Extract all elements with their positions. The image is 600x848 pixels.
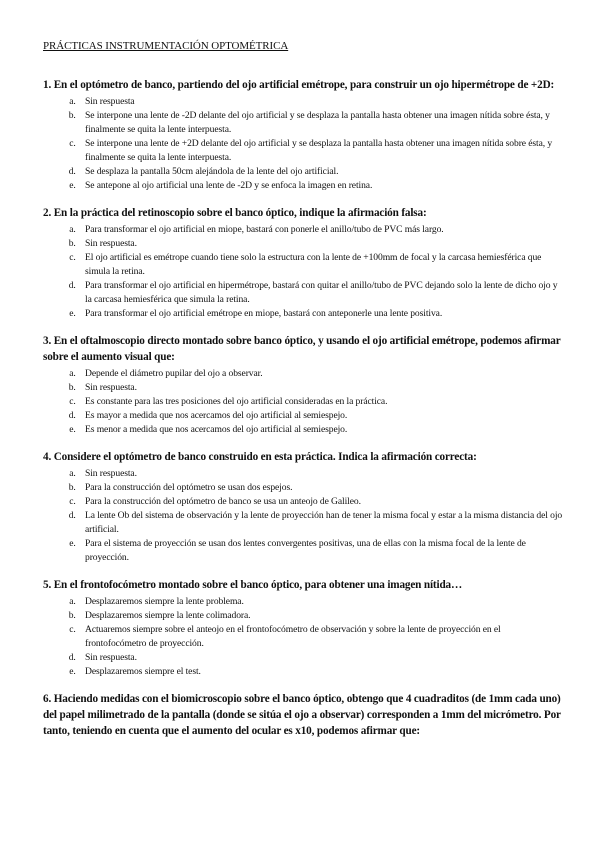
question-5 <box>43 577 564 679</box>
option-a: a. Para transformar el ojo artificial en miope, bastará con ponerle el anillo/tubo de PVC más largo. <box>78 223 564 237</box>
option-e: e. Para el sistema de proyección se usan dos lentes convergentes positivas, una de ellas con la misma focal de la lente de proyección. <box>78 537 564 565</box>
option-b: b. Desplazaremos siempre la lente colimadora. <box>78 609 564 623</box>
question-3 <box>43 333 564 437</box>
options-list <box>43 367 564 437</box>
question-stem: 4. Considere el optómetro de banco construido en esta práctica. Indica la afirmación correcta: <box>43 451 477 463</box>
question-stem: 1. En el optómetro de banco, partiendo del ojo artificial emétrope, para construir un ojo hipermétrope de +2D: <box>43 79 555 91</box>
option-e: e. Se antepone al ojo artificial una lente de -2D y se enfoca la imagen en retina. <box>78 179 564 193</box>
option-b: b. Sin respuesta. <box>78 237 564 251</box>
option-a: a. Sin respuesta <box>78 95 564 109</box>
question-6 <box>43 691 564 739</box>
options-list <box>43 595 564 679</box>
option-e: e. Es menor a medida que nos acercamos del ojo artificial al semiespejo. <box>78 423 564 437</box>
option-c: c. Actuaremos siempre sobre el anteojo en el frontofocómetro de observación y sobre la lente de proyección en el frontofocómetro de proyección. <box>78 623 564 651</box>
question-stem: 2. En la práctica del retinoscopio sobre el banco óptico, indique la afirmación falsa: <box>43 207 427 219</box>
option-e: e. Desplazaremos siempre el test. <box>78 665 564 679</box>
question-stem: 6. Haciendo medidas con el biomicroscopio sobre el banco óptico, obtengo que 4 cuadraditos (de 1mm cada uno) del papel milimetrado de la pantalla (donde se sitúa el ojo a observar) corresponden a 1mm del micrómetro. Por tanto, teniendo en cuenta que el aumento del ocular es x10, podemos afirmar que: <box>43 693 561 737</box>
question-2 <box>43 205 564 321</box>
option-c: c. Se interpone una lente de +2D delante del ojo artificial y se desplaza la pantalla hasta obtener una imagen nítida sobre ésta, y finalmente se quita la lente interpuesta. <box>78 137 564 165</box>
option-b: b. Sin respuesta. <box>78 381 564 395</box>
options-list <box>43 95 564 193</box>
option-a: a. Sin respuesta. <box>78 467 564 481</box>
option-c: c. El ojo artificial es emétrope cuando tiene solo la estructura con la lente de +100mm de focal y la carcasa hemiesférica que simula la retina. <box>78 251 564 279</box>
options-list <box>43 467 564 565</box>
option-d: d. Es mayor a medida que nos acercamos del ojo artificial al semiespejo. <box>78 409 564 423</box>
question-stem: 5. En el frontofocómetro montado sobre el banco óptico, para obtener una imagen nítida… <box>43 579 463 591</box>
option-d: d. Para transformar el ojo artificial en hipermétrope, bastará con quitar el anillo/tubo de PVC dejando solo la lente de dicho ojo y la carcasa hemiesférica que simula la retina. <box>78 279 564 307</box>
option-b: b. Para la construcción del optómetro se usan dos espejos. <box>78 481 564 495</box>
options-list <box>43 223 564 321</box>
question-4 <box>43 449 564 565</box>
option-a: a. Desplazaremos siempre la lente problema. <box>78 595 564 609</box>
document-title: PRÁCTICAS INSTRUMENTACIÓN OPTOMÉTRICA <box>43 40 289 52</box>
option-d: d. La lente Ob del sistema de observación y la lente de proyección han de tener la misma focal y estar a la misma distancia del ojo artificial. <box>78 509 564 537</box>
question-stem: 3. En el oftalmoscopio directo montado sobre banco óptico, y usando el ojo artificial emétrope, podemos afirmar sobre el aumento visual que: <box>43 335 561 363</box>
question-1 <box>43 77 564 193</box>
option-e: e. Para transformar el ojo artificial emétrope en miope, bastará con anteponerle una lente positiva. <box>78 307 564 321</box>
option-c: c. Para la construcción del optómetro de banco se usa un anteojo de Galileo. <box>78 495 564 509</box>
option-c: c. Es constante para las tres posiciones del ojo artificial consideradas en la práctica. <box>78 395 564 409</box>
option-a: a. Depende el diámetro pupilar del ojo a observar. <box>78 367 564 381</box>
option-d: d. Sin respuesta. <box>78 651 564 665</box>
option-b: b. Se interpone una lente de -2D delante del ojo artificial y se desplaza la pantalla hasta obtener una imagen nítida sobre ésta, y finalmente se quita la lente interpuesta. <box>78 109 564 137</box>
option-d: d. Se desplaza la pantalla 50cm alejándola de la lente del ojo artificial. <box>78 165 564 179</box>
